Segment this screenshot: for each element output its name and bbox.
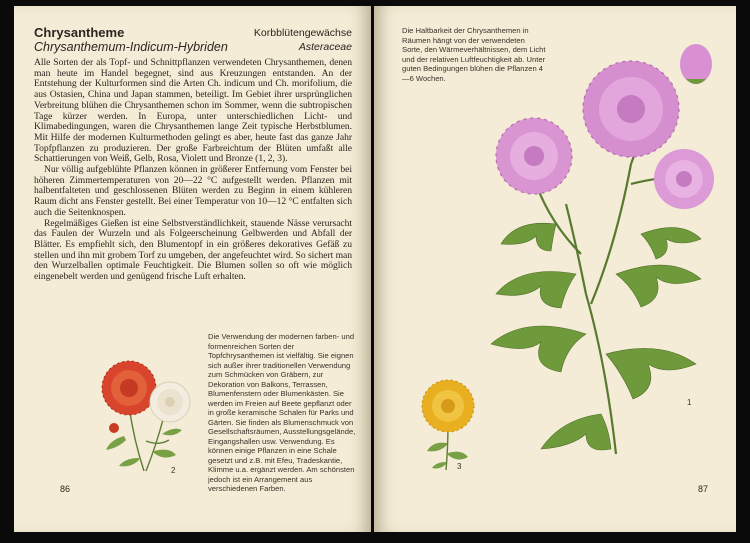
paragraph: Alle Sorten der als Topf- und Schnittpflanzen verwendeten Chrysanthemen, denen man heute im Handel begegnet, sind aus Kreuzungen entstanden. An der Entstehung der Kulturformen sind die Arten Ch. indicum und Ch. morifolium, die aus Ostasien, China und Japan stammen, beteiligt. Im Gebiet ihrer ursprünglichen Verbreitung blühen die Chrysanthemen schon im Sommer, wenn die subtropischen Tage kürzer werden. In Europa, unter unterschiedlichen Licht- und Klimabedingungen, waren die Chrysanthemen lange Zeit typische Herbstblumen. Mit Hilfe der modernen Kulturmethoden gelingt es aber, heute fast das ganze Jahr Topfpflanzen zu produzieren. Der große Farbreichtum der Blüten umfaßt alle Schattierungen von Weiß, Gelb, Rosa, Violett und Bronze (1, 2, 3). xyxy=(34,57,352,165)
white-flower-head xyxy=(150,382,190,422)
botanical-name: Chrysanthemum-Indicum-Hybriden xyxy=(34,40,228,54)
figure-number: 3 xyxy=(457,462,462,471)
illustration-pink-chrysanthemum xyxy=(456,34,726,464)
pink-flower-head-right xyxy=(654,149,714,209)
body-text xyxy=(34,58,352,283)
family-latin: Asteraceae xyxy=(298,41,352,53)
figure-caption: Die Haltbarkeit der Chrysanthemen in Räumen hängt von der verwendeten Sorte, den Wärmeverhältnissen, dem Licht und der relativen Luftfeuchtigkeit ab. Unter guten Bedingungen blühen die Pflanzen 4—6 Wochen. xyxy=(402,26,546,83)
pink-flower-bud xyxy=(680,44,712,84)
pink-flower-head-left xyxy=(496,118,572,194)
figure-number: 2 xyxy=(171,466,176,475)
pink-flower-head-large xyxy=(583,61,679,157)
right-page xyxy=(374,6,736,532)
page-header xyxy=(34,26,352,54)
left-page xyxy=(14,6,371,532)
paragraph: Regelmäßiges Gießen ist eine Selbstverständlichkeit, stauende Nässe verursacht das Faulen der Wurzeln und als Folgeerscheinung Gelbwerden und Abfall der Blätter. Es empfiehlt sich, den Blumentopf in ein größeres dekoratives Gefäß zu stellen und ihn mit grobem Torf zu umgeben, der angefeuchtet wird. So sichert man den Wurzelballen optimale Feuchtigkeit. Die Blumen sollen so oft wie möglich eingenebelt werden und genügend frische Luft erhalten. xyxy=(34,217,352,283)
page-number: 86 xyxy=(60,484,71,494)
figure-caption: Die Verwendung der modernen farben- und formenreichen Sorten der Topfchrysanthemen ist vielfältig. Sie eignen sich außer ihrer traditionellen Verwendung zum Schmücken von Gräbern, zur Dekoration von Balkons, Terrassen, Blumenfenstern oder Blumenkästen. Sie werden im Freien auf Beete gepflanzt oder in große keramische Schalen für Parks und Gärten. Sie finden als Blumenschmuck von Gesellschaftsräumen, Ausstellungsgelände, Eingangshallen usw. Verwendung. Es können einige Pflanzen in eine Schale gesetzt und z.B. mit Efeu, Tradeskantie, Klimme u.a. ergänzt werden. Am schönsten jedoch ist ein Arrangement aus verschiedenen Farben. xyxy=(208,332,356,493)
page-title: Chrysantheme xyxy=(34,25,125,40)
illustration-red-white-chrysanthemums xyxy=(84,346,204,476)
plant-family xyxy=(254,26,352,54)
red-flower-head xyxy=(102,361,156,415)
paragraph: Nur völlig aufgeblühte Pflanzen können in größerer Entfernung vom Fenster bei höheren Zimmertemperaturen von 20—22 °C aufgestellt werden. Pflanzen mit halbentfalteten und geschlossenen Blüten werden zu Beginn in einem kühleren Raum dicht ans Fenster gestellt. Bei einer Temperatur von 10—12 °C entfalten sich auch die Seitenknospen. xyxy=(34,164,352,218)
figure-number: 1 xyxy=(687,398,692,407)
page-number: 87 xyxy=(697,484,708,494)
family-german: Korbblütengewächse xyxy=(253,27,352,39)
illustration-yellow-chrysanthemum xyxy=(410,378,490,473)
